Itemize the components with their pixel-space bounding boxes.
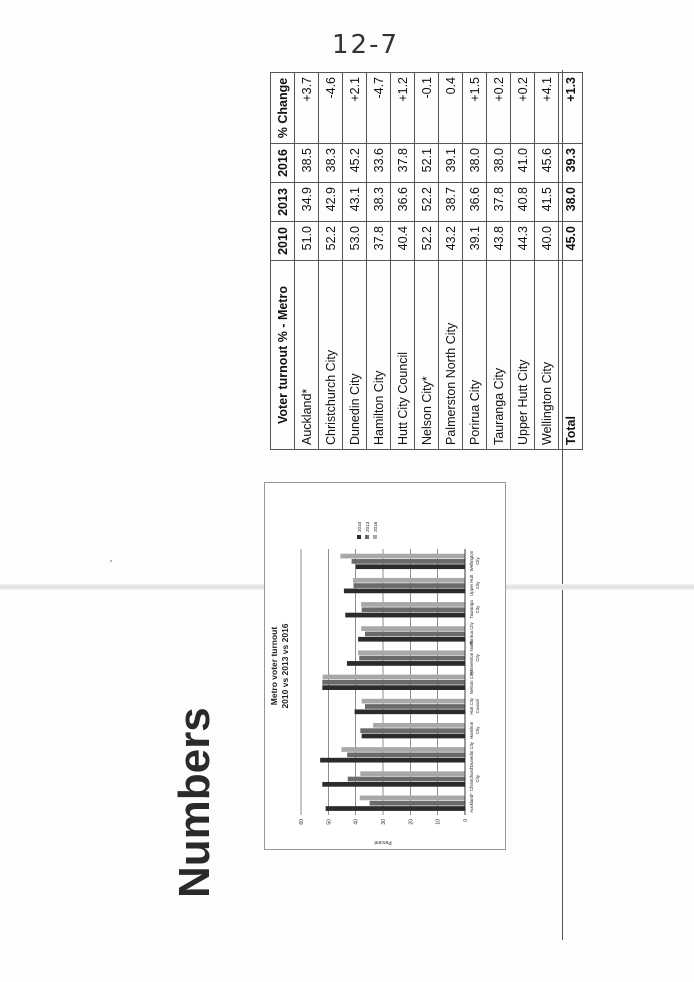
bar-2016: [358, 650, 465, 655]
slide-heading: Numbers: [170, 707, 219, 898]
table-cell: 38.7: [439, 183, 463, 222]
table-cell: 52.2: [415, 222, 439, 261]
table-cell: Porirua City: [463, 261, 487, 450]
table-cell: 40.4: [391, 222, 415, 261]
x-tick-label: City: [475, 605, 480, 614]
table-cell: 43.8: [487, 222, 511, 261]
table-cell: Tauranga City: [487, 261, 511, 450]
table-cell: 51.0: [295, 222, 319, 261]
table-cell: 52.1: [415, 144, 439, 183]
bar-2013: [365, 704, 465, 709]
x-tick-label: Porirua City: [469, 622, 474, 646]
x-tick-label: Dunedin City: [469, 741, 474, 768]
x-tick-label: Wellington: [469, 550, 474, 572]
table-cell: Auckland*: [295, 261, 319, 450]
bar-2013: [348, 777, 465, 782]
turnout-chart: [264, 482, 506, 850]
table-cell: 52.2: [415, 183, 439, 222]
table-cell: 37.8: [487, 183, 511, 222]
legend-label: 2016: [373, 521, 378, 532]
bar-2013: [370, 801, 465, 806]
x-tick-label: Nelson City*: [469, 669, 474, 695]
y-tick-label: 0: [463, 819, 469, 822]
table-cell: 37.8: [367, 222, 391, 261]
turnout-table: [270, 72, 583, 450]
table-cell: 38.3: [367, 183, 391, 222]
bar-2016: [362, 699, 465, 704]
table-cell: 33.6: [367, 144, 391, 183]
bar-2010: [322, 685, 465, 690]
table-cell: Upper Hutt City: [511, 261, 535, 450]
table-cell: -4.7: [367, 73, 391, 144]
table-row: [463, 73, 487, 450]
x-tick-label: City: [475, 726, 480, 735]
bar-2013: [360, 728, 465, 733]
table-cell: +3.7: [295, 73, 319, 144]
table-cell: 41.5: [535, 183, 559, 222]
x-tick-label: City: [475, 581, 480, 590]
y-tick-label: 10: [435, 819, 442, 825]
y-tick-label: 60: [299, 819, 305, 825]
bar-2010: [326, 806, 465, 811]
chart-title-line2: 2010 vs 2013 vs 2016: [280, 623, 290, 709]
table-row: [367, 73, 391, 450]
table-cell: Palmerston North City: [439, 261, 463, 450]
bar-2013: [353, 583, 465, 588]
table-cell: 40.8: [511, 183, 535, 222]
bar-2016: [361, 626, 465, 631]
bar-2010: [362, 734, 465, 739]
header-cell: 2013: [271, 183, 295, 222]
table-cell: 45.6: [535, 144, 559, 183]
x-tick-label: Tauranga: [469, 600, 474, 619]
table-cell: 38.5: [295, 144, 319, 183]
x-tick-label: Palmerston North: [469, 640, 474, 675]
bar-2016: [323, 675, 465, 680]
x-tick-label: Auckland*: [469, 793, 474, 813]
bar-2016: [340, 554, 465, 559]
legend-label: 2013: [365, 521, 370, 532]
bar-2013: [352, 559, 465, 564]
table-cell: -0.1: [415, 73, 439, 144]
table-cell: 44.3: [511, 222, 535, 261]
table-cell: Dunedin City: [343, 261, 367, 450]
table-cell: 42.9: [319, 183, 343, 222]
table-cell: +1.2: [391, 73, 415, 144]
table-cell: -4.6: [319, 73, 343, 144]
bar-2010: [355, 709, 465, 714]
legend-label: 2010: [357, 521, 362, 532]
x-tick-label: City: [475, 654, 480, 662]
table-cell: Hamilton City: [367, 261, 391, 450]
table-cell: 38.0: [463, 144, 487, 183]
y-tick-label: 40: [353, 819, 360, 825]
table-total-cell: 45.0: [559, 222, 583, 261]
legend-swatch: [357, 535, 361, 539]
bar-2010: [344, 589, 465, 594]
table-row: [487, 73, 511, 450]
legend-swatch: [373, 535, 377, 539]
table-cell: +0.2: [487, 73, 511, 144]
bar-2016: [341, 747, 465, 752]
table-row: [415, 73, 439, 450]
table-cell: Hutt City Council: [391, 261, 415, 450]
table-cell: +4.1: [535, 73, 559, 144]
table-row: [295, 73, 319, 450]
bar-2013: [347, 752, 465, 757]
table-cell: 43.2: [439, 222, 463, 261]
chart-plot: [265, 483, 505, 849]
bar-2010: [358, 637, 465, 642]
table-cell: 39.1: [439, 144, 463, 183]
table-row: [343, 73, 367, 450]
header-cell: % Change: [271, 73, 295, 144]
table-total-cell: 39.3: [559, 144, 583, 183]
header-cell: Voter turnout % - Metro: [271, 261, 295, 450]
x-tick-label: Hamilton: [469, 721, 474, 740]
table-cell: 38.3: [319, 144, 343, 183]
table-row: [439, 73, 463, 450]
x-tick-label: Council: [475, 698, 480, 714]
bar-2016: [373, 723, 465, 728]
bar-2010: [356, 564, 465, 569]
table-row: [535, 73, 559, 450]
table-cell: 43.1: [343, 183, 367, 222]
bar-2013: [359, 656, 465, 661]
table-cell: 40.0: [535, 222, 559, 261]
x-tick-label: Upper Hutt: [469, 574, 474, 596]
table-cell: 41.0: [511, 144, 535, 183]
header-cell: 2010: [271, 222, 295, 261]
table-cell: 37.8: [391, 144, 415, 183]
x-tick-label: Hutt City: [469, 697, 474, 715]
table-cell: +0.2: [511, 73, 535, 144]
y-tick-label: 20: [408, 819, 415, 825]
table-total-cell: Total: [559, 261, 583, 450]
table-cell: 36.6: [463, 183, 487, 222]
table-cell: 34.9: [295, 183, 319, 222]
bar-2016: [361, 602, 465, 607]
table-total-cell: +1.3: [559, 73, 583, 144]
table-cell: 36.6: [391, 183, 415, 222]
bar-2016: [360, 796, 465, 801]
page-number: 12-7: [332, 30, 400, 60]
bar-2016: [353, 578, 465, 583]
bar-2010: [322, 782, 465, 787]
chart-title-line1: Metro voter turnout: [269, 626, 279, 706]
bar-2013: [322, 680, 465, 685]
y-tick-label: 30: [381, 819, 387, 825]
table-cell: Wellington City: [535, 261, 559, 450]
bar-2013: [365, 632, 465, 637]
bar-2010: [320, 758, 465, 763]
table-cell: 38.0: [487, 144, 511, 183]
table-cell: 45.2: [343, 144, 367, 183]
table-header-row: [271, 73, 295, 450]
table-cell: +1.5: [463, 73, 487, 144]
x-tick-label: City: [475, 557, 480, 565]
table-cell: 0.4: [439, 73, 463, 144]
x-tick-label: Christchurch: [469, 766, 474, 792]
table-body: [295, 73, 583, 450]
bar-2010: [345, 613, 465, 618]
table-cell: 39.1: [463, 222, 487, 261]
table-cell: 52.2: [319, 222, 343, 261]
x-tick-label: City: [475, 774, 480, 783]
bar-2016: [360, 771, 465, 776]
table-row: [391, 73, 415, 450]
header-cell: 2016: [271, 144, 295, 183]
table-cell: 53.0: [343, 222, 367, 261]
table-cell: Christchurch City: [319, 261, 343, 450]
table-row: [319, 73, 343, 450]
y-tick-label: 50: [326, 819, 333, 825]
bar-2013: [362, 607, 465, 612]
table-row: [511, 73, 535, 450]
y-axis-label: Percent: [374, 839, 392, 845]
bar-2010: [347, 661, 465, 666]
table-total-row: [559, 73, 583, 450]
legend-swatch: [365, 535, 369, 539]
table-total-cell: 38.0: [559, 183, 583, 222]
table-cell: +2.1: [343, 73, 367, 144]
table-cell: Nelson City*: [415, 261, 439, 450]
